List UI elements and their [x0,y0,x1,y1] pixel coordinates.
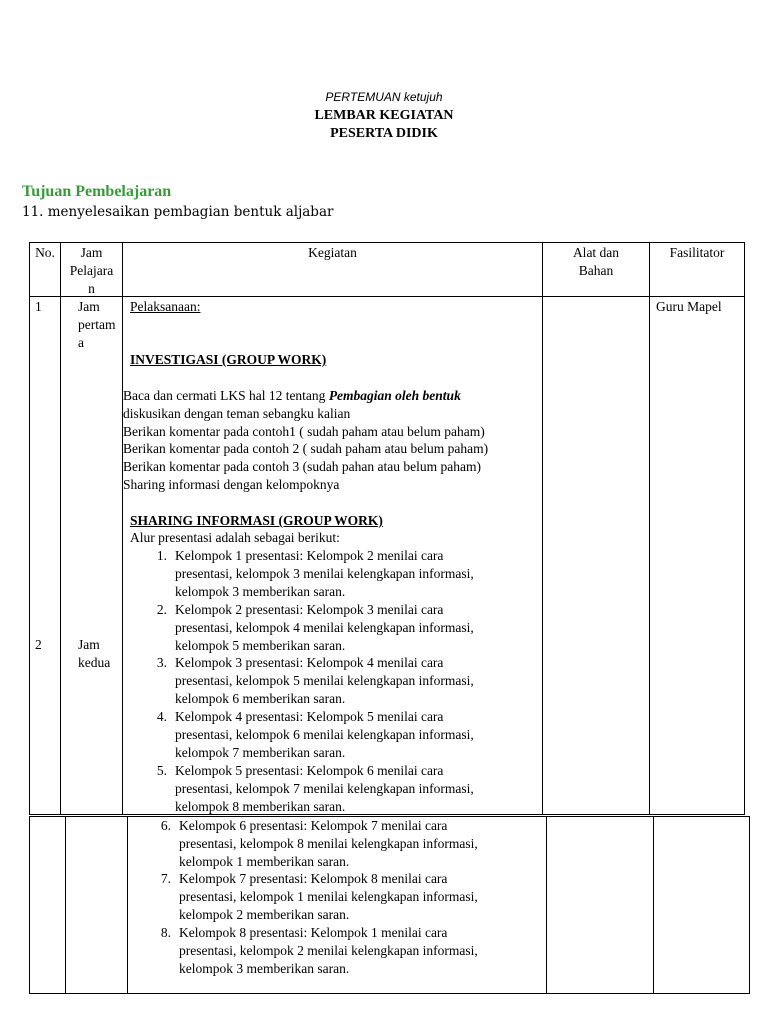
row2-no: 2 [35,637,42,652]
list-item-number: 2. [156,602,167,617]
list-item: Kelompok 8 presentasi: Kelompok 1 menilai cara presentasi, kelompok 2 menilai kelengkapan informasi, kelompok 3 memberikan saran. [179,925,478,976]
list-item: Kelompok 5 presentasi: Kelompok 6 menilai cara presentasi, kelompok 7 menilai kelengkapan informasi, kelompok 8 memberikan saran. [175,763,474,814]
list-item: Kelompok 2 presentasi: Kelompok 3 menilai cara presentasi, kelompok 4 menilai kelengkapan informasi, kelompok 5 memberikan saran. [175,602,474,653]
row2-jam: Jam kedua [78,637,111,670]
pelaksanaan-label: Pelaksanaan: [130,299,201,314]
list-item: Kelompok 1 presentasi: Kelompok 2 menilai cara presentasi, kelompok 3 menilai kelengkapan informasi, kelompok 3 memberikan saran. [175,548,474,599]
learning-objective-heading: Tujuan Pembelajaran [22,183,172,200]
document-title-line1: LEMBAR KEGIATAN [314,108,454,123]
list-item: Kelompok 6 presentasi: Kelompok 7 menilai cara presentasi, kelompok 8 menilai kelengkapan informasi, kelompok 1 memberikan saran. [179,818,478,869]
list-item: Kelompok 7 presentasi: Kelompok 8 menilai cara presentasi, kelompok 1 menilai kelengkapan informasi, kelompok 2 memberikan saran. [179,871,478,922]
list-item-number: 7. [160,871,171,886]
sharing-heading: SHARING INFORMASI (GROUP WORK) [130,513,383,528]
row1-jam: Jam pertam a [78,299,116,350]
investigasi-heading: INVESTIGASI (GROUP WORK) [130,352,327,367]
header-jam-pelajaran: Jam Pelajara n [69,245,114,296]
list-item: Kelompok 4 presentasi: Kelompok 5 menilai cara presentasi, kelompok 6 menilai kelengkapan informasi, kelompok 7 memberikan saran. [175,709,474,760]
header-alat-bahan: Alat dan Bahan [572,245,620,278]
alur-presentasi: Alur presentasi adalah sebagai berikut: [130,530,340,545]
list-item-number: 3. [156,655,167,670]
list-item-number: 4. [156,709,167,724]
list-item-number: 6. [160,818,171,833]
learning-objective-text: 11. menyelesaikan pembagian bentuk aljabar [22,204,334,220]
list-item-number: 1. [156,548,167,563]
list-item: Kelompok 3 presentasi: Kelompok 4 menilai cara presentasi, kelompok 5 menilai kelengkapan informasi, kelompok 6 memberikan saran. [175,655,474,706]
list-item-number: 8. [160,925,171,940]
header-fasilitator: Fasilitator [669,245,725,260]
header-no: No. [35,245,55,260]
list-item-number: 5. [156,763,167,778]
header-kegiatan: Kegiatan [308,245,357,260]
investigasi-instructions: Baca dan cermati LKS hal 12 tentang Pembagian oleh bentuk diskusikan dengan teman sebangku kalian Berikan komentar pada contoh1 ( sudah paham atau belum paham) Berikan komentar pada contoh 2 ( sudah paham atau belum paham) Berikan komentar pada contoh 3 (sudah pahan atau belum paham) Sharing informasi dengan kelompoknya [123,388,489,492]
meeting-label: PERTEMUAN ketujuh [325,90,443,104]
row1-no: 1 [35,299,42,314]
document-title-line2: PESERTA DIDIK [330,126,438,141]
row1-fasilitator: Guru Mapel [656,299,722,314]
